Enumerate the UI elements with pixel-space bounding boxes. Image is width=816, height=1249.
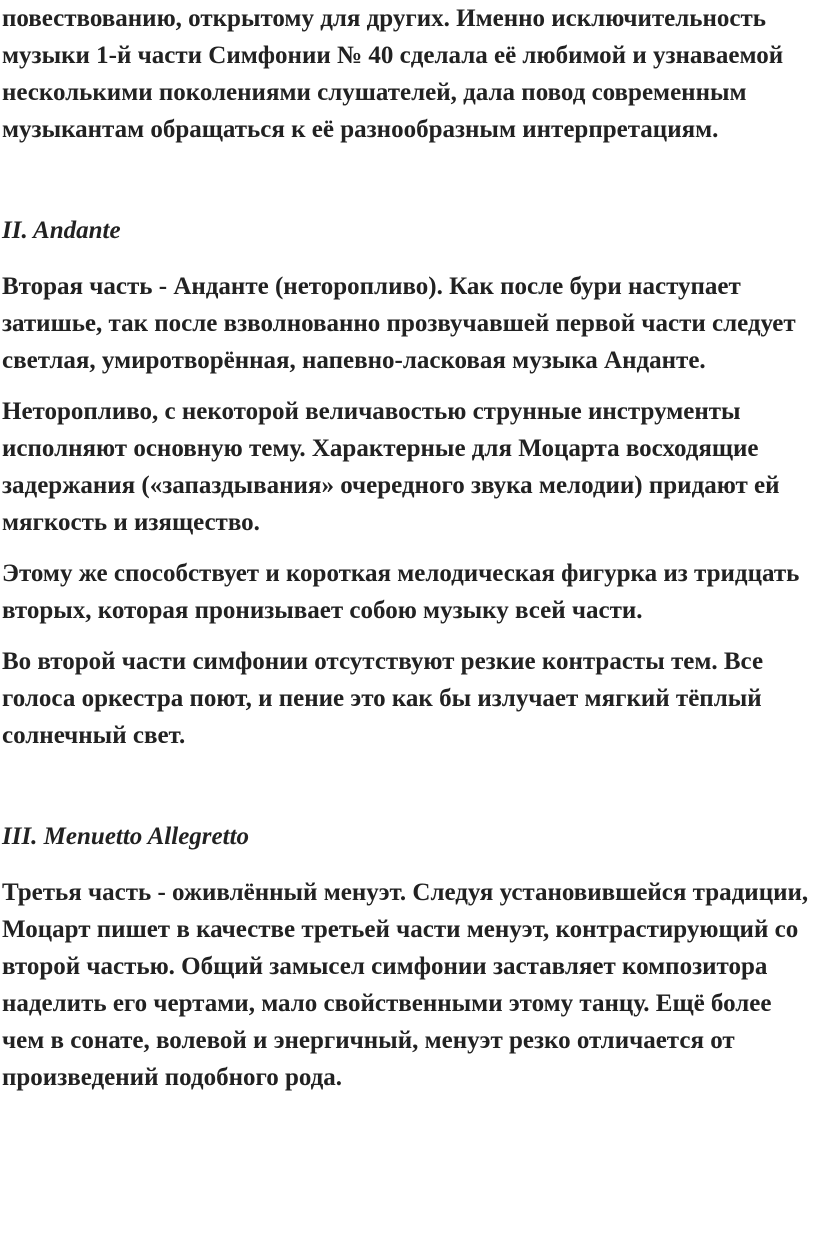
intro-paragraph: повествованию, открытому для других. Именно исключительность музыки 1-й части Симфонии № 40 сделала её любимой и узнаваемой несколькими поколениями слушателей, дала повод современным музыкантам обращаться к её разнообразным интерпретациям. bbox=[2, 5, 784, 143]
andante-paragraph-3: Этому же способствует и короткая мелодическая фигурка из тридцать вторых, которая пронизывает собою музыку всей части. bbox=[2, 560, 800, 624]
section-heading-andante: II. Andante bbox=[2, 217, 121, 244]
menuetto-paragraph-1: Третья часть - оживлённый менуэт. Следуя установившейся традиции, Моцарт пишет в качестве третьей части менуэт, контрастирующий со второй частью. Общий замысел симфонии заставляет композитора наделить его чертами, мало свойственными этому танцу. Ещё более чем в сонате, волевой и энергичный, менуэт резко отличается от произведений подобного рода. bbox=[2, 879, 809, 1091]
andante-paragraph-2: Неторопливо, с некоторой величавостью струнные инструменты исполняют основную тему. Характерные для Моцарта восходящие задержания («запаздывания» очередного звука мелодии) придают ей мягкость и изящество. bbox=[2, 398, 780, 536]
andante-paragraph-1: Вторая часть - Анданте (неторопливо). Как после бури наступает затишье, так после взволнованно прозвучавшей первой части следует светлая, умиротворённая, напевно-ласковая музыка Анданте. bbox=[2, 273, 796, 374]
section-heading-menuetto: III. Menuetto Allegretto bbox=[2, 823, 250, 850]
andante-paragraph-4: Во второй части симфонии отсутствуют резкие контрасты тем. Все голоса оркестра поют, и пение это как бы излучает мягкий тёплый солнечный свет. bbox=[2, 648, 764, 749]
